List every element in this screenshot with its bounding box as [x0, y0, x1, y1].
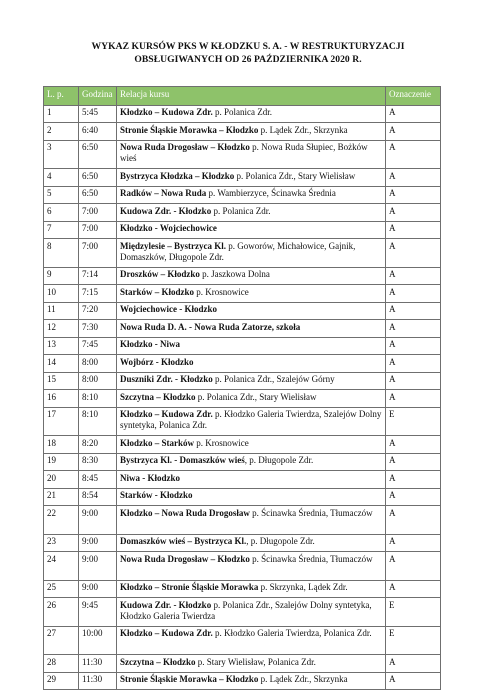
- cell-code: A: [386, 436, 441, 454]
- table-row: [44, 105, 441, 123]
- route-main: Starków – Kłodzko: [120, 286, 195, 297]
- cell-lp: 29: [44, 672, 79, 690]
- route-main: Kłodzko - Wojciechowice: [120, 223, 217, 233]
- cell-code: A: [386, 169, 441, 187]
- route-via: p. Kłodzko Galeria Twierdza, Szalejów Dolny syntetyka, Polanica Zdr.: [120, 409, 382, 431]
- table-row: [44, 488, 441, 506]
- route-via: p. Nowa Ruda Słupiec, Bożków wieś: [120, 142, 368, 164]
- cell-time: 7:45: [79, 337, 117, 355]
- table-row: [44, 655, 441, 673]
- route-via: p. Polanica Zdr.: [212, 107, 272, 117]
- cell-code: A: [386, 390, 441, 408]
- cell-route: [117, 140, 386, 169]
- cell-lp: 21: [44, 488, 79, 506]
- route-via: p. Polanica Zdr., Stary Wielisław: [234, 170, 356, 181]
- cell-lp: 15: [44, 372, 79, 390]
- table-header-row: [44, 87, 441, 106]
- cell-code: A: [386, 221, 441, 239]
- cell-lp: 26: [44, 598, 79, 627]
- cell-time: 7:00: [79, 239, 117, 268]
- cell-time: 6:40: [79, 123, 117, 141]
- route-main: Bystrzyca Kłodzka – Kłodzko: [120, 170, 235, 181]
- table-row: [44, 204, 441, 222]
- cell-code: A: [386, 488, 441, 506]
- cell-time: 6:50: [79, 169, 117, 187]
- cell-route: [117, 285, 386, 303]
- cell-code: A: [386, 672, 441, 690]
- cell-code: A: [386, 355, 441, 373]
- route-main: Wojciechowice - Kłodzko: [120, 304, 217, 314]
- cell-code: A: [386, 453, 441, 471]
- cell-code: E: [386, 407, 441, 436]
- table-row: [44, 221, 441, 239]
- table-row: [44, 453, 441, 471]
- route-main: Nowa Ruda Drogosław – Kłodzko: [120, 142, 250, 152]
- cell-route: [117, 169, 386, 187]
- table-row: [44, 598, 441, 627]
- cell-code: A: [386, 302, 441, 320]
- route-via: , p. Długopole Zdr.: [246, 536, 315, 546]
- cell-route: [117, 204, 386, 222]
- cell-route: [117, 372, 386, 390]
- route-main: Międzylesie – Bystrzyca Kl.: [120, 240, 226, 251]
- route-main: Kłodzko – Stronie Śląskie Morawka: [120, 582, 259, 592]
- cell-lp: 8: [44, 239, 79, 268]
- cell-route: [117, 453, 386, 471]
- cell-route: [117, 488, 386, 506]
- route-via: p. Skrzynka, Lądek Zdr.: [258, 582, 348, 592]
- cell-code: A: [386, 123, 441, 141]
- cell-code: A: [386, 534, 441, 552]
- cell-route: [117, 407, 386, 436]
- cell-time: 9:00: [79, 534, 117, 552]
- cell-time: 8:00: [79, 355, 117, 373]
- cell-time: 8:20: [79, 436, 117, 454]
- route-via: p. Jaszkowa Dolna: [199, 269, 270, 279]
- cell-code: A: [386, 506, 441, 535]
- route-via: p. Polanica Zdr., Szalejów Górny: [212, 374, 335, 384]
- route-via: p. Polanica Zdr., Szalejów Dolny syntetyka, Kłodzko Galeria Twierdza: [120, 599, 372, 621]
- cell-time: 8:10: [79, 390, 117, 408]
- header-time: Godzina: [79, 87, 117, 106]
- cell-lp: 7: [44, 221, 79, 239]
- cell-lp: 19: [44, 453, 79, 471]
- cell-lp: 18: [44, 436, 79, 454]
- cell-code: A: [386, 204, 441, 222]
- table-row: [44, 337, 441, 355]
- table-row: [44, 320, 441, 338]
- cell-lp: 13: [44, 337, 79, 355]
- cell-route: [117, 186, 386, 204]
- cell-code: A: [386, 267, 441, 285]
- route-main: Kłodzko – Starków: [120, 437, 195, 448]
- route-via: p. Krosnowice: [194, 286, 249, 297]
- table-row: [44, 267, 441, 285]
- cell-route: [117, 672, 386, 690]
- route-via: p. Lądek Zdr., Skrzynka: [258, 674, 348, 684]
- cell-time: 9:00: [79, 580, 117, 598]
- table-row: [44, 285, 441, 303]
- route-via: , p. Długopole Zdr.: [244, 455, 314, 465]
- table-row: [44, 626, 441, 655]
- cell-lp: 2: [44, 123, 79, 141]
- route-main: Starków - Kłodzko: [120, 490, 193, 500]
- cell-time: 7:00: [79, 204, 117, 222]
- title-line-1: WYKAZ KURSÓW PKS W KŁODZKU S. A. - W RESTRUKTURYZACJI: [91, 41, 405, 52]
- table-row: [44, 672, 441, 690]
- cell-lp: 23: [44, 534, 79, 552]
- cell-route: [117, 626, 386, 655]
- cell-route: [117, 355, 386, 373]
- cell-route: [117, 267, 386, 285]
- route-via: p. Krosnowice: [194, 437, 249, 448]
- cell-time: 9:00: [79, 506, 117, 535]
- table-row: [44, 436, 441, 454]
- cell-lp: 24: [44, 552, 79, 581]
- table-row: [44, 552, 441, 581]
- cell-route: [117, 221, 386, 239]
- title-line-2: OBSŁUGIWANYCH OD 26 PAŹDZIERNIKA 2020 R.: [134, 53, 362, 65]
- cell-code: A: [386, 471, 441, 489]
- route-main: Wojbórz - Kłodzko: [120, 356, 194, 367]
- cell-route: [117, 534, 386, 552]
- route-via: p. Goworów, Michałowice, Gajnik, Domaszków, Długopole Zdr.: [120, 240, 356, 262]
- table-row: [44, 471, 441, 489]
- cell-route: [117, 655, 386, 673]
- route-via: p. Kłodzko Galeria Twierdza, Polanica Zdr.: [212, 628, 372, 638]
- cell-code: A: [386, 239, 441, 268]
- cell-time: 9:45: [79, 598, 117, 627]
- cell-time: 6:50: [79, 186, 117, 204]
- cell-time: 5:45: [79, 105, 117, 123]
- cell-time: 9:00: [79, 552, 117, 581]
- cell-time: 7:15: [79, 285, 117, 303]
- cell-time: 8:45: [79, 471, 117, 489]
- route-main: Szczytna – Kłodzko: [120, 391, 196, 402]
- route-main: Bystrzyca Kl. - Domaszków wieś: [120, 455, 245, 465]
- table-row: [44, 534, 441, 552]
- cell-code: A: [386, 320, 441, 338]
- cell-time: 10:00: [79, 626, 117, 655]
- cell-lp: 10: [44, 285, 79, 303]
- cell-route: [117, 552, 386, 581]
- cell-time: 7:30: [79, 320, 117, 338]
- cell-code: E: [386, 626, 441, 655]
- cell-time: 11:30: [79, 655, 117, 673]
- table-row: [44, 186, 441, 204]
- route-main: Kłodzko – Kudowa Zdr.: [120, 107, 213, 117]
- cell-code: A: [386, 285, 441, 303]
- route-main: Radków – Nowa Ruda: [120, 188, 207, 198]
- cell-route: [117, 471, 386, 489]
- cell-lp: 6: [44, 204, 79, 222]
- cell-lp: 4: [44, 169, 79, 187]
- cell-lp: 17: [44, 407, 79, 436]
- route-main: Duszniki Zdr. - Kłodzko: [120, 374, 213, 384]
- cell-lp: 22: [44, 506, 79, 535]
- header-lp: L. p.: [44, 87, 79, 106]
- cell-time: 8:10: [79, 407, 117, 436]
- cell-route: [117, 580, 386, 598]
- cell-lp: 16: [44, 390, 79, 408]
- cell-route: [117, 123, 386, 141]
- header-route: Relacja kursu: [117, 87, 386, 106]
- table-row: [44, 140, 441, 169]
- route-via: p. Polanica Zdr.: [211, 205, 271, 216]
- header-code: Oznaczenie: [386, 87, 441, 106]
- route-main: Szczytna – Kłodzko: [120, 656, 196, 667]
- cell-route: [117, 390, 386, 408]
- cell-time: 7:00: [79, 221, 117, 239]
- cell-code: A: [386, 372, 441, 390]
- cell-lp: 11: [44, 302, 79, 320]
- route-via: p. Wambierzyce, Ścinawka Średnia: [206, 188, 336, 198]
- cell-time: 8:30: [79, 453, 117, 471]
- table-row: [44, 239, 441, 268]
- schedule-table: [43, 86, 441, 690]
- table-row: [44, 390, 441, 408]
- cell-lp: 27: [44, 626, 79, 655]
- document-title: [40, 41, 456, 66]
- table-row: [44, 169, 441, 187]
- cell-lp: 28: [44, 655, 79, 673]
- route-main: Droszków – Kłodzko: [120, 269, 200, 279]
- table-row: [44, 407, 441, 436]
- route-main: Kłodzko – Kudowa Zdr.: [120, 628, 213, 638]
- table-row: [44, 580, 441, 598]
- cell-code: A: [386, 105, 441, 123]
- cell-code: A: [386, 552, 441, 581]
- route-via: p. Ścinawka Średnia, Tłumaczów: [249, 553, 373, 564]
- cell-time: 11:30: [79, 672, 117, 690]
- cell-code: A: [386, 186, 441, 204]
- cell-route: [117, 436, 386, 454]
- route-main: Kłodzko – Nowa Ruda Drogosław: [120, 507, 250, 518]
- route-main: Nowa Ruda Drogosław – Kłodzko: [120, 553, 250, 564]
- cell-route: [117, 598, 386, 627]
- route-main: Kłodzko – Kudowa Zdr.: [120, 409, 213, 419]
- cell-time: 8:00: [79, 372, 117, 390]
- cell-lp: 20: [44, 471, 79, 489]
- cell-lp: 3: [44, 140, 79, 169]
- table-row: [44, 506, 441, 535]
- cell-route: [117, 239, 386, 268]
- cell-lp: 5: [44, 186, 79, 204]
- cell-time: 7:20: [79, 302, 117, 320]
- table-row: [44, 302, 441, 320]
- route-main: Domaszków wieś – Bystrzyca Kl.: [120, 536, 247, 546]
- cell-code: E: [386, 598, 441, 627]
- cell-lp: 25: [44, 580, 79, 598]
- cell-lp: 12: [44, 320, 79, 338]
- route-main: Stronie Śląskie Morawka – Kłodzko: [120, 674, 259, 684]
- route-main: Stronie Śląskie Morawka – Kłodzko: [120, 124, 259, 135]
- cell-route: [117, 506, 386, 535]
- cell-lp: 9: [44, 267, 79, 285]
- cell-code: A: [386, 140, 441, 169]
- table-row: [44, 355, 441, 373]
- cell-code: A: [386, 337, 441, 355]
- route-main: Niwa - Kłodzko: [120, 472, 181, 483]
- cell-time: 6:50: [79, 140, 117, 169]
- cell-lp: 1: [44, 105, 79, 123]
- table-row: [44, 123, 441, 141]
- cell-route: [117, 320, 386, 338]
- table-row: [44, 372, 441, 390]
- cell-route: [117, 337, 386, 355]
- route-via: p. Polanica Zdr., Stary Wielisław: [195, 391, 317, 402]
- cell-route: [117, 302, 386, 320]
- cell-time: 7:14: [79, 267, 117, 285]
- cell-route: [117, 105, 386, 123]
- route-main: Kudowa Zdr. - Kłodzko: [120, 599, 212, 610]
- cell-code: A: [386, 580, 441, 598]
- cell-time: 8:54: [79, 488, 117, 506]
- route-main: Nowa Ruda D. A. - Nowa Ruda Zatorze, szkoła: [120, 321, 301, 332]
- cell-lp: 14: [44, 355, 79, 373]
- route-via: p. Lądek Zdr., Skrzynka: [258, 124, 348, 135]
- route-main: Kudowa Zdr. - Kłodzko: [120, 205, 212, 216]
- route-via: p. Stary Wielisław, Polanica Zdr.: [195, 656, 316, 667]
- route-main: Kłodzko - Niwa: [120, 339, 181, 349]
- route-via: p. Ścinawka Średnia, Tłumaczów: [249, 507, 373, 518]
- cell-code: A: [386, 655, 441, 673]
